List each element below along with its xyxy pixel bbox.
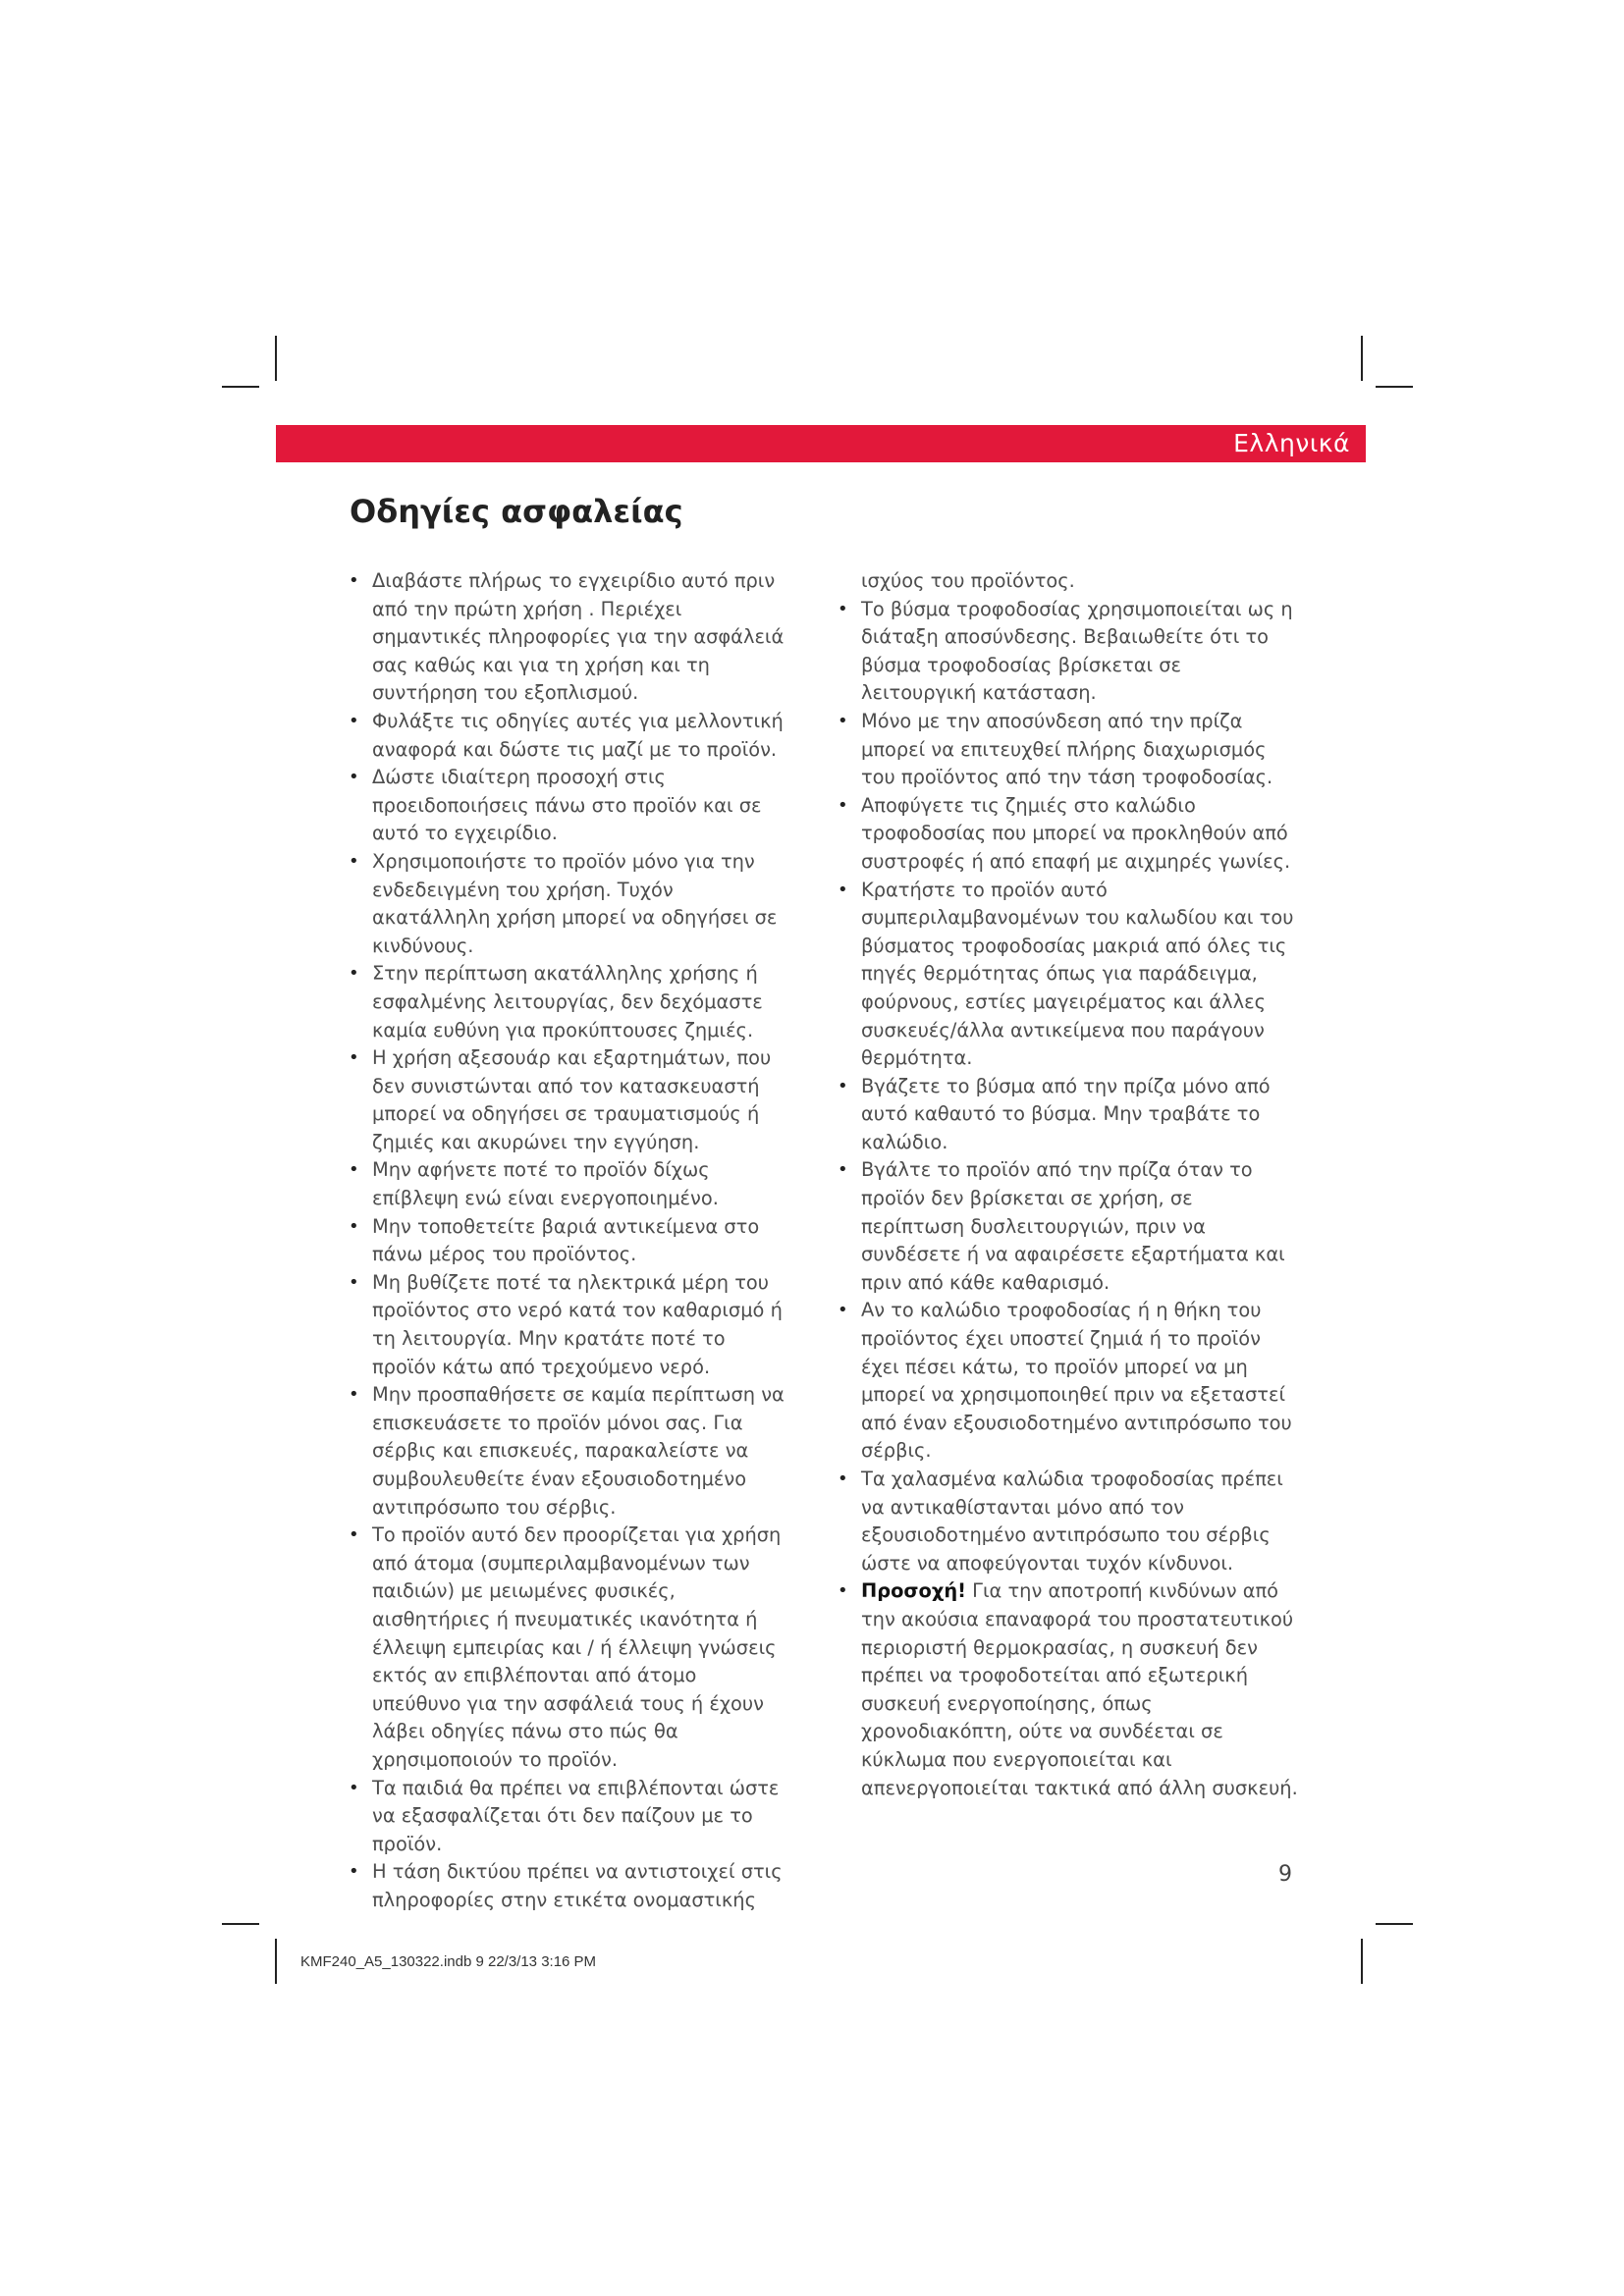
bullet-icon: •	[349, 767, 359, 788]
list-item	[838, 708, 1301, 792]
page-number: 9	[1278, 1862, 1292, 1887]
bullet-icon: •	[349, 710, 359, 731]
language-bar	[276, 425, 1366, 462]
bullet-icon: •	[838, 1468, 848, 1489]
list-item	[349, 567, 790, 708]
list-item	[349, 1858, 790, 1914]
bullet-icon: •	[838, 879, 848, 900]
list-item-text: Μην αφήνετε ποτέ το προϊόν δίχως επίβλεψη ενώ είναι ενεργοποιημένο.	[372, 1158, 719, 1210]
warning-item	[838, 1577, 1301, 1802]
bullet-icon: •	[349, 1271, 359, 1293]
crop-mark	[1361, 1939, 1363, 1984]
crop-mark	[222, 386, 259, 388]
bullet-icon: •	[838, 794, 848, 816]
warning-label: Προσοχή!	[861, 1579, 967, 1603]
bullet-icon: •	[349, 1159, 359, 1181]
list-item	[349, 1522, 790, 1774]
right-column	[838, 567, 1301, 1802]
list-item	[838, 792, 1301, 877]
list-item-text: Μην προσπαθήσετε σε καμία περίπτωση να επισκευάσετε το προϊόν μόνοι σας. Για σέρβις και επισκευές, παρακαλείστε να συμβουλευθείτε έναν εξουσιοδοτημένο αντιπρόσωπο του σέρβις.	[372, 1383, 785, 1519]
warning-text: Για την αποτροπή κινδύνων από την ακούσια επαναφορά του προστατευτικού περιοριστή θερμοκρασίας, η συσκευή δεν πρέπει να τροφοδοτείται από εξωτερική συσκευή ενεργοποίησης, όπως χρονοδιακόπτη, ούτε να συνδέεται σε κύκλωμα που ενεργοποιείται και απενεργοποιείται τακτικά από άλλη συσκευή.	[861, 1579, 1298, 1799]
crop-mark	[275, 1939, 277, 1984]
list-item-text: Τα χαλασμένα καλώδια τροφοδοσίας πρέπει να αντικαθίστανται μόνο από τον εξουσιοδοτημένο αντιπρόσωπο του σέρβις ώστε να αποφεύγονται τυχόν κίνδυνοι.	[861, 1468, 1283, 1575]
page-title: Οδηγίες ασφαλείας	[350, 493, 683, 530]
crop-mark	[222, 1923, 259, 1925]
list-item-text: Χρησιμοποιήστε το προϊόν μόνο για την ενδεδειγμένη του χρήση. Τυχόν ακατάλληλη χρήση μπορεί να οδηγήσει σε κινδύνους.	[372, 849, 778, 957]
bullet-icon: •	[838, 1580, 848, 1602]
bullet-icon: •	[349, 1861, 359, 1883]
bullet-icon: •	[838, 598, 848, 619]
list-item-text: Μη βυθίζετε ποτέ τα ηλεκτρικά μέρη του προϊόντος στο νερό κατά τον καθαρισμό ή τη λειτουργία. Μην κρατάτε ποτέ το προϊόν κάτω από τρεχούμενο νερό.	[372, 1270, 783, 1378]
list-item	[349, 1381, 790, 1522]
language-label: Ελληνικά	[1233, 429, 1350, 457]
bullet-icon: •	[349, 850, 359, 872]
bullet-icon: •	[349, 1047, 359, 1069]
left-column	[349, 567, 790, 1915]
list-item	[838, 1297, 1301, 1466]
list-item	[349, 1775, 790, 1859]
bullet-icon: •	[349, 963, 359, 985]
list-item-text: Βγάζετε το βύσμα από την πρίζα μόνο από αυτό καθαυτό το βύσμα. Μην τραβάτε το καλώδιο.	[861, 1074, 1271, 1153]
list-item-text: Η χρήση αξεσουάρ και εξαρτημάτων, που δεν συνιστώνται από τον κατασκευαστή μπορεί να οδηγήσει σε τραυματισμούς ή ζημιές και ακυρώνει την εγγύηση.	[372, 1046, 772, 1153]
continued-text	[838, 567, 1301, 596]
bullet-icon: •	[838, 1300, 848, 1321]
list-item-text: Μόνο με την αποσύνδεση από την πρίζα μπορεί να επιτευχθεί πλήρης διαχωρισμός του προϊόντος από την τάση τροφοδοσίας.	[861, 709, 1273, 789]
list-item-text: Η τάση δικτύου πρέπει να αντιστοιχεί στις πληροφορίες στην ετικέτα ονομαστικής	[372, 1860, 783, 1911]
list-item-text: Το βύσμα τροφοδοσίας χρησιμοποιείται ως η διάταξη αποσύνδεσης. Βεβαιωθείτε ότι το βύσμα τροφοδοσίας βρίσκεται σε λειτουργική κατάσταση.	[861, 597, 1293, 705]
list-item-text: Δώστε ιδιαίτερη προσοχή στις προειδοποιήσεις πάνω στο προϊόν και σε αυτό το εγχειρίδιο.	[372, 766, 762, 845]
print-footer: KMF240_A5_130322.indb 9 22/3/13 3:16 PM	[300, 1953, 597, 1970]
list-item	[838, 1156, 1301, 1297]
list-item	[349, 708, 790, 764]
list-item-text: Το προϊόν αυτό δεν προορίζεται για χρήση από άτομα (συμπεριλαμβανομένων των παιδιών) με μειωμένες φυσικές, αισθητήριες ή πνευματικές ικανότητα ή έλλειψη εμπειρίας και / ή έλλειψη γνώσεις εκτός αν επιβλέπονται από άτομο υπεύθυνο για την ασφάλειά τους ή έχουν λάβει οδηγίες πάνω στο πώς θα χρησιμοποιούν το προϊόν.	[372, 1523, 782, 1771]
list-item	[349, 1213, 790, 1269]
list-item	[838, 1073, 1301, 1157]
bullet-icon: •	[838, 1159, 848, 1181]
list-item	[838, 877, 1301, 1073]
list-item	[349, 1156, 790, 1212]
list-item-text: Διαβάστε πλήρως το εγχειρίδιο αυτό πριν από την πρώτη χρήση . Περιέχει σημαντικές πληροφορίες για την ασφάλειά σας καθώς και για τη χρήση και τη συντήρηση του εξοπλισμού.	[372, 569, 785, 705]
crop-mark	[1376, 386, 1413, 388]
continued-text-content: ισχύος του προϊόντος.	[861, 569, 1075, 592]
bullet-icon: •	[349, 1777, 359, 1798]
bullet-icon: •	[838, 710, 848, 731]
list-item-text: Αποφύγετε τις ζημιές στο καλώδιο τροφοδοσίας που μπορεί να προκληθούν από συστροφές ή από επαφή με αιχμηρές γωνίες.	[861, 793, 1291, 873]
list-item	[838, 1466, 1301, 1577]
list-item-text: Στην περίπτωση ακατάλληλης χρήσης ή εσφαλμένης λειτουργίας, δεν δεχόμαστε καμία ευθύνη για προκύπτουσες ζημιές.	[372, 962, 763, 1041]
list-item	[349, 1269, 790, 1381]
bullet-icon: •	[838, 1075, 848, 1096]
bullet-icon: •	[349, 1215, 359, 1237]
crop-mark	[275, 336, 277, 381]
crop-mark	[1376, 1923, 1413, 1925]
list-item	[349, 764, 790, 848]
bullet-icon: •	[349, 570, 359, 591]
crop-mark	[1361, 336, 1363, 381]
list-item	[349, 960, 790, 1044]
list-item-text: Αν το καλώδιο τροφοδοσίας ή η θήκη του προϊόντος έχει υποστεί ζημιά ή το προϊόν έχει πέσει κάτω, το προϊόν μπορεί να μη μπορεί να χρησιμοποιηθεί πριν να εξεταστεί από έναν εξουσιοδοτημένο αντιπρόσωπο του σέρβις.	[861, 1299, 1292, 1463]
bullet-icon: •	[349, 1384, 359, 1406]
list-item-text: Βγάλτε το προϊόν από την πρίζα όταν το προϊόν δεν βρίσκεται σε χρήση, σε περίπτωση δυσλειτουργιών, πριν να συνδέσετε ή να αφαιρέσετε εξαρτήματα και πριν από κάθε καθαρισμό.	[861, 1158, 1285, 1294]
list-item-text: Κρατήστε το προϊόν αυτό συμπεριλαμβανομένων του καλωδίου και του βύσματος τροφοδοσίας μακριά από όλες τις πηγές θερμότητας όπως για παράδειγμα, φούρνους, εστίες μαγειρέματος και άλλες συσκευές/άλλα αντικείμενα που παράγουν θερμότητα.	[861, 878, 1294, 1070]
list-item	[349, 1044, 790, 1156]
list-item	[838, 596, 1301, 708]
list-item-text: Φυλάξτε τις οδηγίες αυτές για μελλοντική αναφορά και δώστε τις μαζί με το προϊόν.	[372, 709, 784, 761]
list-item-text: Τα παιδιά θα πρέπει να επιβλέπονται ώστε να εξασφαλίζεται ότι δεν παίζουν με το προϊόν.	[372, 1776, 780, 1855]
bullet-icon: •	[349, 1524, 359, 1546]
list-item	[349, 848, 790, 960]
list-item-text: Μην τοποθετείτε βαριά αντικείμενα στο πάνω μέρος του προϊόντος.	[372, 1214, 760, 1266]
